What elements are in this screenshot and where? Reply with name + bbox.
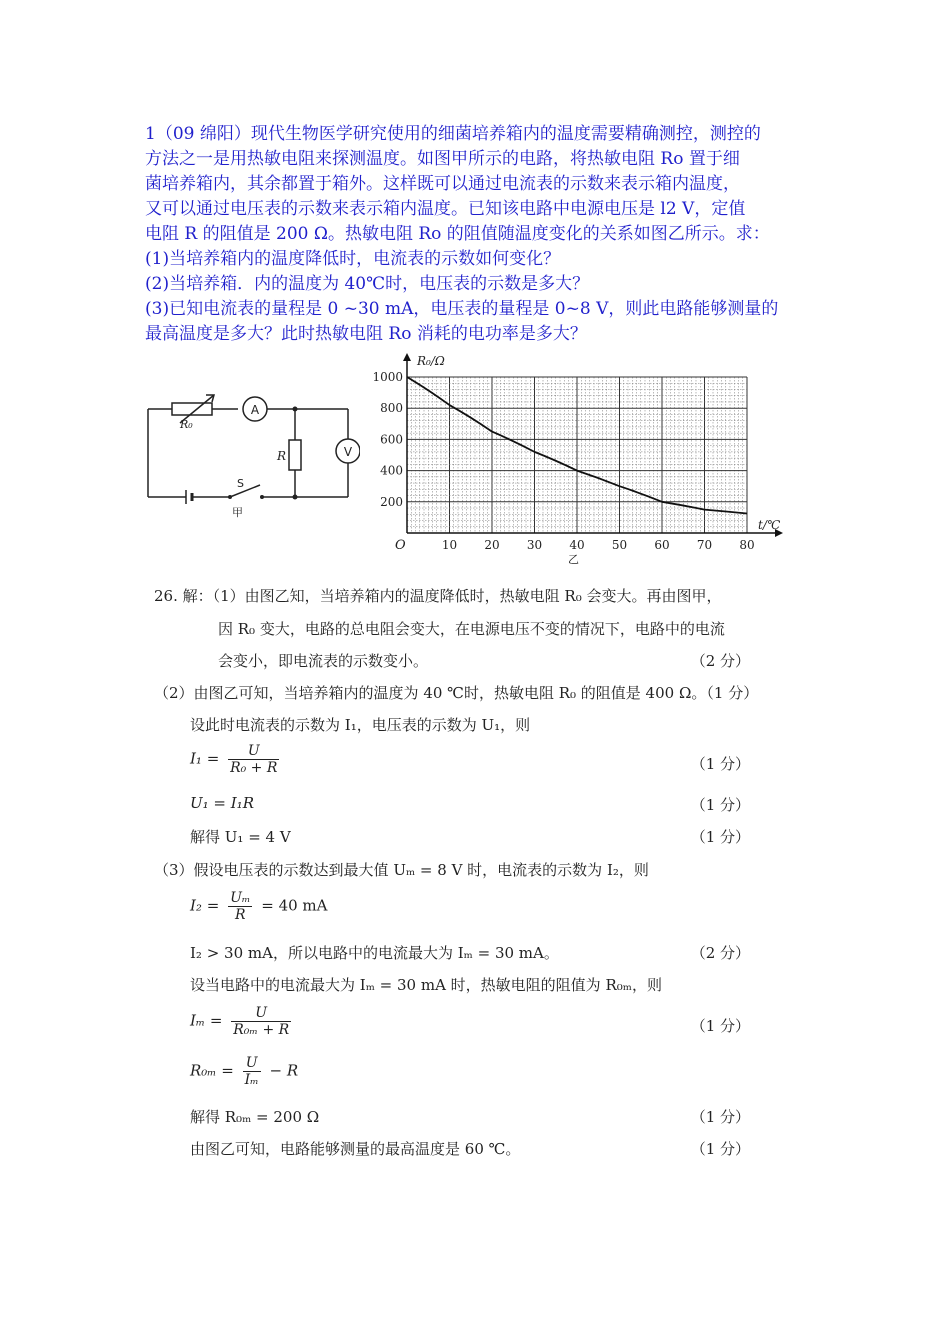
- question-line: 电阻 R 的阻值是 200 Ω。热敏电阻 Ro 的阻值随温度变化的关系如图乙所示。求：: [145, 224, 770, 244]
- eq1-numerator: U: [228, 743, 279, 760]
- question-line: 最高温度是多大？此时热敏电阻 Ro 消耗的电功率是多大？: [145, 324, 587, 344]
- equation-3: 解得 U₁ = 4 V: [190, 828, 291, 846]
- question-line: 又可以通过电压表的示数来表示箱内温度。已知该电路中电源电压是 l2 V，定值: [145, 199, 746, 219]
- eq4-numerator: Uₘ: [230, 890, 251, 906]
- eq7-denominator: Iₘ: [244, 1072, 259, 1088]
- equation-2: U₁ = I₁R: [190, 794, 254, 812]
- points-label: （1 分）: [690, 1140, 750, 1158]
- chart-xlabel: t/℃: [758, 518, 781, 532]
- solution-p3-line1: （3）假设电压表的示数达到最大值 Uₘ = 8 V 时，电流表的示数为 I₂，则: [154, 861, 649, 879]
- solution-p1-line2: 因 R₀ 变大，电路的总电阻会变大，在电源电压不变的情况下，电路中的电流: [218, 620, 725, 638]
- chart-origin: O: [395, 538, 406, 553]
- points-label: （1 分）: [690, 1017, 750, 1035]
- solution-p2-line1: （2）由图乙可知，当培养箱内的温度为 40 ℃时，热敏电阻 R₀ 的阻值是 400 Ω。（1 分）: [154, 684, 759, 702]
- equation-8: 解得 R₀ₘ = 200 Ω: [190, 1108, 320, 1126]
- solution-p1-line3: 会变小，即电流表的示数变小。: [218, 652, 429, 670]
- chart-ylabel: R₀/Ω: [417, 354, 445, 368]
- points-label: （2 分）: [690, 652, 750, 670]
- resistance-temperature-chart: [365, 345, 795, 570]
- x-tick-label: 40: [569, 538, 585, 552]
- eq7-rhs: − R: [269, 1061, 299, 1080]
- question-text: [145, 122, 815, 347]
- eq7-numerator: U: [243, 1055, 261, 1072]
- question-line: (3)已知电流表的量程是 0 ~30 mA，电压表的量程是 0~8 V，则此电路能够测量的: [145, 299, 779, 319]
- equation-5: I₂ > 30 mA，所以电路中的电流最大为 Iₘ = 30 mA。: [190, 944, 559, 962]
- eq6-numerator: U: [231, 1005, 291, 1022]
- x-tick-label: 80: [739, 538, 755, 552]
- solution: [150, 585, 759, 1165]
- eq7-lhs: R₀ₘ =: [190, 1061, 234, 1080]
- points-label: （1 分）: [690, 1108, 750, 1126]
- resistor-label: R: [277, 449, 287, 463]
- y-tick-label: 1000: [372, 370, 403, 384]
- question-line: (1)当培养箱内的温度降低时，电流表的示数如何变化？: [145, 249, 561, 269]
- points-label: （1 分）: [690, 796, 750, 814]
- chart-ticks: [372, 370, 754, 552]
- solution-p3-line2: 设当电路中的电流最大为 Iₘ = 30 mA 时，热敏电阻的阻值为 R₀ₘ，则: [190, 976, 662, 994]
- y-axis-arrow: [403, 353, 411, 361]
- y-tick-label: 200: [380, 494, 403, 509]
- solution-p1-line1: 26. 解：（1）由图乙知，当培养箱内的温度降低时，热敏电阻 R₀ 会变大。再由图甲，: [154, 587, 722, 605]
- voltmeter-label: V: [343, 445, 353, 459]
- eq7-fraction: [243, 1055, 261, 1088]
- circuit-caption: 甲: [232, 506, 243, 519]
- y-tick-label: 800: [380, 401, 403, 416]
- eq6-lhs: Iₘ =: [190, 1011, 223, 1030]
- question-line: 方法之一是用热敏电阻来探测温度。如图甲所示的电路，将热敏电阻 Ro 置于细: [145, 149, 740, 169]
- solution-p2-line2: 设此时电流表的示数为 I₁，电压表的示数为 U₁，则: [190, 716, 531, 734]
- chart-grid: [407, 377, 747, 533]
- question-line: (2)当培养箱．内的温度为 40℃时，电压表的示数是多大？: [145, 274, 590, 294]
- r0-label: R₀: [180, 418, 193, 431]
- equation-4: [190, 890, 327, 923]
- equation-9: 由图乙可知，电路能够测量的最高温度是 60 ℃。: [190, 1140, 521, 1158]
- switch-label: S: [237, 477, 244, 490]
- question-line: 菌培养箱内，其余都置于箱外。这样既可以通过电流表的示数来表示箱内温度，: [145, 174, 740, 194]
- eq1-fraction: [228, 743, 279, 776]
- eq6-denominator: R₀ₘ + R: [233, 1022, 290, 1038]
- chart-caption: 乙: [568, 553, 579, 566]
- y-tick-label: 600: [380, 432, 403, 447]
- eq4-fraction: [228, 890, 252, 923]
- points-label: （1 分）: [690, 828, 750, 846]
- x-tick-label: 30: [526, 538, 543, 552]
- x-tick-label: 70: [696, 538, 713, 552]
- x-tick-label: 60: [654, 538, 670, 552]
- y-tick-label: 400: [380, 463, 403, 478]
- equation-1: [190, 743, 283, 776]
- circuit-diagram: [140, 385, 360, 525]
- equation-7: [190, 1055, 298, 1088]
- ammeter-label: A: [250, 403, 260, 417]
- eq4-lhs: I₂ =: [190, 896, 220, 915]
- x-tick-label: 50: [611, 538, 628, 552]
- eq4-denominator: R: [234, 907, 246, 923]
- points-label: （1 分）: [690, 755, 750, 773]
- equation-6: [190, 1005, 295, 1038]
- x-tick-label: 10: [441, 538, 458, 552]
- eq4-rhs: = 40 mA: [261, 896, 328, 915]
- x-tick-label: 20: [484, 538, 500, 552]
- eq1-lhs: I₁ =: [190, 749, 220, 768]
- eq1-denominator: R₀ + R: [230, 760, 278, 776]
- question-line: 1（09 绵阳）现代生物医学研究使用的细菌培养箱内的温度需要精确测控，测控的: [145, 124, 761, 144]
- points-label: （2 分）: [690, 944, 750, 962]
- eq6-fraction: [231, 1005, 291, 1038]
